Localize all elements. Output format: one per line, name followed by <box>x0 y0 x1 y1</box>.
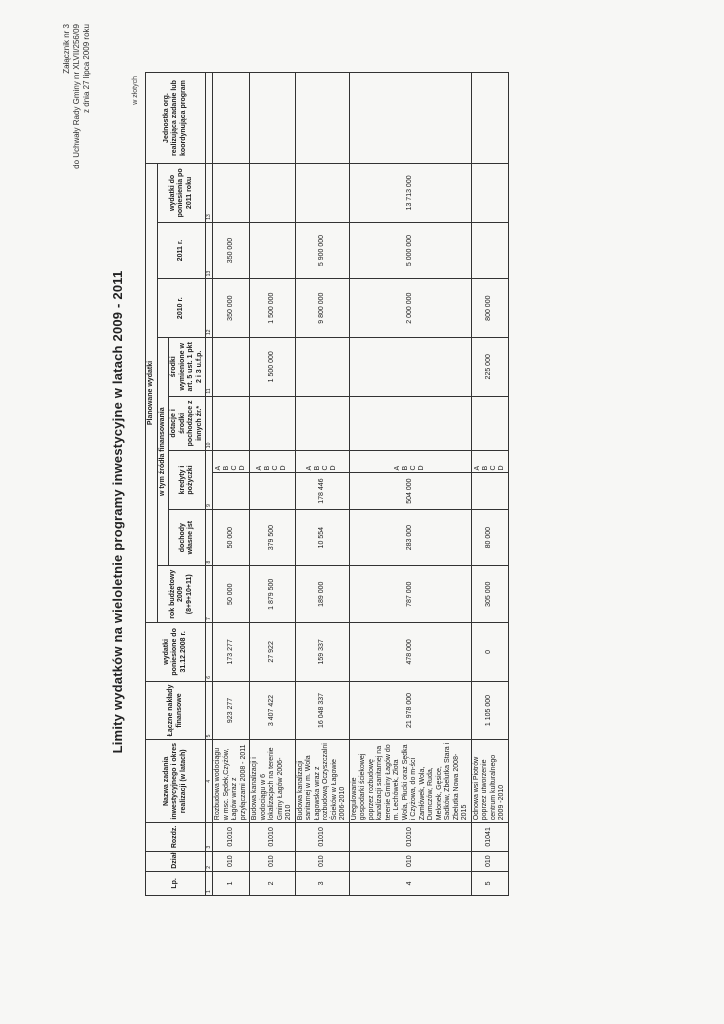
cell-r2011: 5 000 000 <box>349 222 471 279</box>
header-po2011: wydatki do poniesienia po 2011 roku <box>157 164 206 223</box>
cell-jednostka <box>471 73 508 164</box>
attachment-line-3: z dnia 27 lipca 2009 roku <box>82 24 91 113</box>
cell-dochody: 283 000 <box>349 509 471 566</box>
cell-dotacje <box>471 396 508 451</box>
header-dotacje: dotacje i środki pochodzące z innych źr.* <box>169 396 206 451</box>
cell-dotacje <box>250 396 296 451</box>
col-number: 9 <box>206 451 213 510</box>
cell-dzial: 010 <box>250 851 296 871</box>
cell-laczne: 21 978 000 <box>349 681 471 740</box>
cell-r2011 <box>250 222 296 279</box>
cell-nazwa: Rozbudowa wodociągu w msc. Sędek,Czyżów, Łagów wraz z przyłączami 2008 - 2011 <box>213 740 250 823</box>
cell-rok: 1 879 500 <box>250 566 296 623</box>
cell-nazwa: Budowa kanalizacji sanitarnej w m. Wola Łagowska wraz z rozbudową Oczyszczalni Ścieków w Łagowie 2006-2010 <box>295 740 349 823</box>
cell-rok: 50 000 <box>213 566 250 623</box>
cell-kredyty <box>213 473 250 509</box>
table-row <box>295 73 349 896</box>
header-planowane: Planowane wydatki <box>146 164 158 623</box>
cell-dotacje <box>349 396 471 451</box>
cell-jednostka <box>213 73 250 164</box>
cell-abcd: A B C D <box>349 451 471 473</box>
page-title: Limity wydatków na wieloletnie programy inwestycyjne w latach 2009 - 2011 <box>110 270 125 754</box>
header-lp: Lp. <box>146 871 206 895</box>
cell-dotacje <box>213 396 250 451</box>
cell-jednostka <box>295 73 349 164</box>
col-number: 8 <box>206 509 213 566</box>
cell-poniesione: 27 922 <box>250 623 296 682</box>
cell-poniesione: 0 <box>471 623 508 682</box>
cell-jednostka <box>349 73 471 164</box>
col-number: 6 <box>206 623 213 682</box>
header-jednostka: Jednostka org. realizująca zadanie lub koordynująca program <box>146 73 206 164</box>
cell-rok: 189 000 <box>295 566 349 623</box>
col-number: 3 <box>206 823 213 851</box>
table-row <box>213 73 250 896</box>
cell-lp: 4 <box>349 871 471 895</box>
cell-dzial: 010 <box>213 851 250 871</box>
cell-laczne: 1 105 000 <box>471 681 508 740</box>
cell-r2011: 350 000 <box>213 222 250 279</box>
header-w-tym: w tym źródła finansowania <box>157 337 169 565</box>
table-row <box>349 73 471 896</box>
unit-label: w złotych <box>132 76 139 105</box>
header-nazwa: Nazwa zadania inwestycyjnego i okres realizacji (w latach) <box>146 740 206 823</box>
cell-r2010: 9 800 000 <box>295 279 349 338</box>
cell-rozdz: 01041 <box>471 823 508 851</box>
cell-abcd: A B C D <box>250 451 296 473</box>
cell-po2011 <box>250 164 296 223</box>
attachment-line-2: do Uchwały Rady Gminy nr XLVII/256/09 <box>72 24 81 169</box>
cell-srodki <box>295 337 349 396</box>
col-number: 5 <box>206 681 213 740</box>
cell-lp: 2 <box>250 871 296 895</box>
investment-table <box>145 72 509 896</box>
cell-r2011 <box>471 222 508 279</box>
header-dzial: Dział <box>146 851 206 871</box>
header-rok-budzetowy: rok budżetowy 2009 (8+9+10+11) <box>157 566 206 623</box>
cell-abcd: A B C D <box>295 451 349 473</box>
cell-rozdz: 01010 <box>295 823 349 851</box>
attachment-line-1: Załącznik nr 3 <box>62 24 71 74</box>
cell-po2011 <box>471 164 508 223</box>
cell-poniesione: 478 000 <box>349 623 471 682</box>
header-2010: 2010 r. <box>157 279 206 338</box>
cell-rok: 787 000 <box>349 566 471 623</box>
col-number: 12 <box>206 279 213 338</box>
column-number-row <box>206 73 213 896</box>
col-number: 4 <box>206 740 213 823</box>
cell-r2010: 800 000 <box>471 279 508 338</box>
cell-kredyty <box>250 473 296 509</box>
cell-abcd: A B C D <box>213 451 250 473</box>
cell-rozdz: 01010 <box>213 823 250 851</box>
cell-srodki <box>349 337 471 396</box>
cell-kredyty: 178 446 <box>295 473 349 509</box>
cell-r2010: 1 500 000 <box>250 279 296 338</box>
header-laczne: Łączne nakłady finansowe <box>146 681 206 740</box>
col-number <box>206 73 213 164</box>
cell-rok: 305 000 <box>471 566 508 623</box>
cell-dochody: 80 000 <box>471 509 508 566</box>
col-number: 7 <box>206 566 213 623</box>
cell-lp: 5 <box>471 871 508 895</box>
cell-r2010: 350 000 <box>213 279 250 338</box>
col-number: 11 <box>206 337 213 396</box>
cell-dotacje <box>295 396 349 451</box>
attachment-note <box>62 24 92 169</box>
cell-kredyty: 504 000 <box>349 473 471 509</box>
table-body <box>213 73 509 896</box>
cell-dzial: 010 <box>349 851 471 871</box>
header-2011: 2011 r. <box>157 222 206 279</box>
cell-dzial: 010 <box>471 851 508 871</box>
cell-laczne: 923 277 <box>213 681 250 740</box>
table-row <box>250 73 296 896</box>
header-poniesione: wydatki poniesione do 31.12.2008 r. <box>146 623 206 682</box>
cell-r2010: 2 000 000 <box>349 279 471 338</box>
cell-rozdz: 01010 <box>349 823 471 851</box>
cell-po2011 <box>295 164 349 223</box>
cell-srodki: 1 500 000 <box>250 337 296 396</box>
cell-po2011: 13 713 000 <box>349 164 471 223</box>
header-srodki: środki wymienione w art. 5 ust. 1 pkt 2 i 3 u.f.p. <box>169 337 206 396</box>
cell-nazwa: Budowa kanalizacji i wodociągu w 6 lokalizacjach na terenie Gminy Łagów 2006-2010 <box>250 740 296 823</box>
header-kredyty: kredyty i pożyczki <box>169 451 206 510</box>
col-number: 10 <box>206 396 213 451</box>
col-number: 13 <box>206 222 213 279</box>
cell-dochody: 10 554 <box>295 509 349 566</box>
cell-poniesione: 173 277 <box>213 623 250 682</box>
cell-lp: 1 <box>213 871 250 895</box>
cell-poniesione: 159 337 <box>295 623 349 682</box>
cell-r2011: 5 900 000 <box>295 222 349 279</box>
col-number: 1 <box>206 871 213 895</box>
cell-po2011 <box>213 164 250 223</box>
cell-srodki <box>213 337 250 396</box>
table-row <box>471 73 508 896</box>
header-rozdz: Rozdz. <box>146 823 206 851</box>
col-number: 13 <box>206 164 213 223</box>
cell-laczne: 16 048 337 <box>295 681 349 740</box>
cell-nazwa: Uregulowanie gospodarki ściekowej poprzez rozbudowę kanalizacji sanitarnej na terenie Gminy Łagów do m. Lechówek, Złota Wola, Płucki oraz Sędka i Czyżowa, do m-ści Zamłówek, Wola, Dumczów, Ruda, Melonek, Gęsice, Sadków, Zbelutka Stara i Zbelutka Nowa 2008-2015 <box>349 740 471 823</box>
cell-rozdz: 01010 <box>250 823 296 851</box>
cell-laczne: 3 407 422 <box>250 681 296 740</box>
cell-kredyty <box>471 473 508 509</box>
cell-nazwa: Odnowa wsi Piotrów poprzez utworzenie centrum kulturalnego 2009 -2010 <box>471 740 508 823</box>
header-dochody: dochody własne jst <box>169 509 206 566</box>
col-number: 2 <box>206 851 213 871</box>
cell-jednostka <box>250 73 296 164</box>
cell-dochody: 379 500 <box>250 509 296 566</box>
cell-dochody: 50 000 <box>213 509 250 566</box>
cell-lp: 3 <box>295 871 349 895</box>
cell-srodki: 225 000 <box>471 337 508 396</box>
cell-abcd: A B C D <box>471 451 508 473</box>
cell-dzial: 010 <box>295 851 349 871</box>
